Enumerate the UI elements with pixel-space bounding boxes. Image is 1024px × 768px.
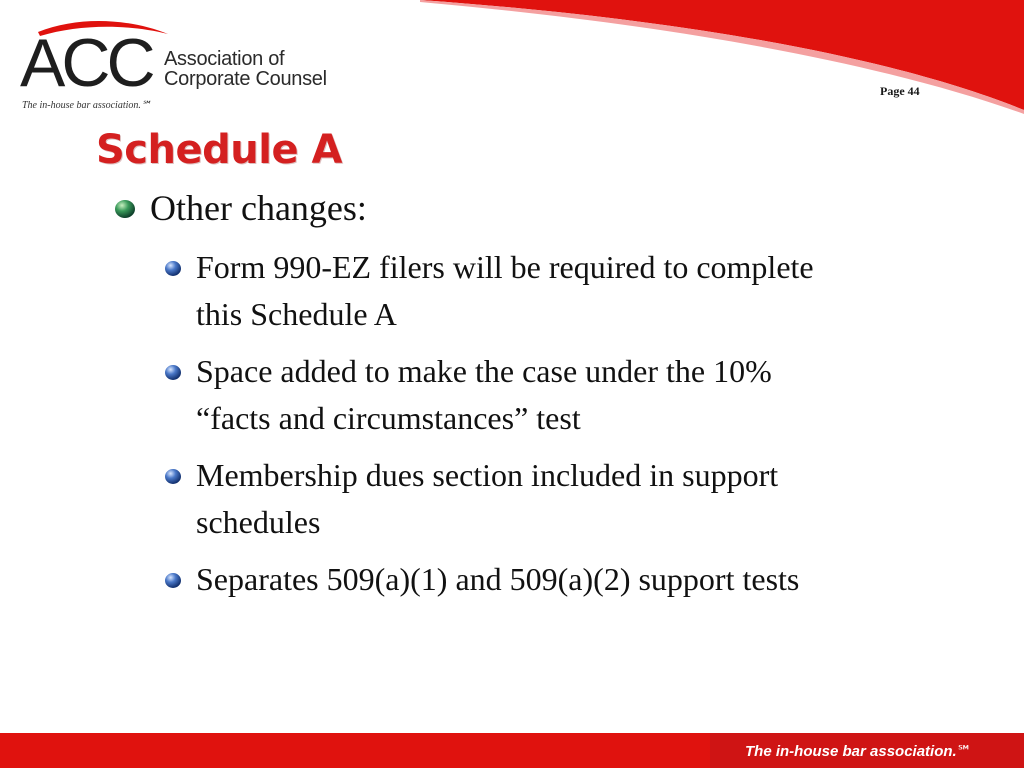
blue-sphere-bullet-icon — [164, 467, 182, 485]
logo-line-association: Association of — [164, 48, 285, 70]
page-number: Page 44 — [880, 84, 920, 98]
slide-title: Schedule A — [96, 127, 342, 173]
green-sphere-bullet-icon — [114, 197, 136, 219]
acc-logo — [18, 14, 348, 114]
list-item — [164, 556, 844, 603]
logo-tagline: The in-house bar association.℠ — [22, 100, 152, 111]
blue-sphere-bullet-icon — [164, 259, 182, 277]
list-item — [164, 348, 844, 442]
list-item — [164, 244, 844, 338]
acc-logo-mark — [18, 14, 168, 94]
list-item — [164, 452, 844, 546]
sub-bullet-text: Separates 509(a)(1) and 509(a)(2) support tests — [196, 561, 800, 597]
main-bullet — [114, 186, 367, 230]
sub-bullet-text: Membership dues section included in support schedules — [196, 457, 779, 540]
footer-tagline: The in-house bar association.℠ — [745, 743, 972, 760]
sub-bullet-text: Form 990-EZ filers will be required to complete this Schedule A — [196, 249, 814, 332]
acc-logo-letters: ACC — [20, 25, 152, 94]
footer-bar — [0, 733, 1024, 768]
logo-line-corporate-counsel: Corporate Counsel — [164, 68, 327, 90]
sub-bullet-list — [164, 244, 844, 613]
sub-bullet-text: Space added to make the case under the 10% “facts and circumstances” test — [196, 353, 772, 436]
blue-sphere-bullet-icon — [164, 363, 182, 381]
main-bullet-text: Other changes: — [150, 188, 367, 228]
blue-sphere-bullet-icon — [164, 571, 182, 589]
